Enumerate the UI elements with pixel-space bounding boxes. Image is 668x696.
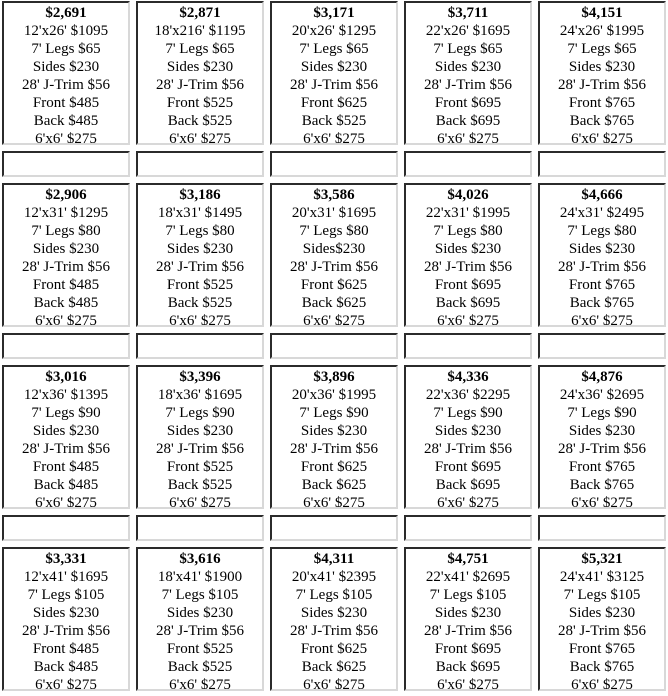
price-line-item: 20'x31' $1695	[291, 205, 377, 221]
price-line-item: 28' J-Trim $56	[423, 259, 512, 275]
total-price: $4,336	[447, 369, 489, 385]
price-cell	[2, 1, 130, 145]
price-line-item: 28' J-Trim $56	[21, 259, 110, 275]
empty-spacer-cell	[270, 333, 398, 359]
price-cell	[538, 547, 666, 691]
price-line-item: Back $485	[33, 295, 99, 311]
price-line-item: 12'x31' $1295	[23, 205, 109, 221]
price-cell	[270, 365, 398, 509]
empty-spacer-cell	[2, 515, 130, 541]
price-line-item: Sides $230	[166, 423, 234, 439]
empty-spacer-cell	[2, 333, 130, 359]
price-line-item: 6'x6' $275	[303, 495, 365, 509]
price-line-item: 28' J-Trim $56	[155, 77, 244, 93]
price-line-item: Front $485	[32, 95, 100, 111]
price-line-item: 28' J-Trim $56	[557, 441, 646, 457]
price-line-item: 24'x31' $2495	[559, 205, 645, 221]
empty-spacer-cell	[136, 333, 264, 359]
price-line-item: 7' Legs $65	[31, 41, 101, 57]
empty-spacer-cell	[136, 151, 264, 177]
price-line-item: 7' Legs $105	[295, 587, 373, 603]
price-line-item: 7' Legs $80	[165, 223, 235, 239]
price-cell	[538, 365, 666, 509]
price-line-item: 18'x31' $1495	[157, 205, 243, 221]
empty-spacer-cell	[136, 515, 264, 541]
price-line-item: 22'x41' $2695	[425, 569, 511, 585]
price-line-item: Sides $230	[568, 241, 636, 257]
price-line-item: 7' Legs $65	[433, 41, 503, 57]
price-line-item: Front $625	[300, 95, 368, 111]
price-line-item: Back $695	[435, 477, 501, 493]
price-line-item: Sides $230	[568, 423, 636, 439]
price-line-item: 6'x6' $275	[437, 131, 499, 145]
price-line-item: Back $485	[33, 113, 99, 129]
price-line-item: 6'x6' $275	[571, 313, 633, 327]
price-line-item: 7' Legs $105	[563, 587, 641, 603]
total-price: $3,616	[179, 551, 221, 567]
empty-spacer-cell	[404, 333, 532, 359]
price-line-item: Sides $230	[32, 59, 100, 75]
total-price: $3,711	[447, 5, 489, 21]
price-line-item: 6'x6' $275	[571, 131, 633, 145]
price-line-item: 20'x26' $1295	[291, 23, 377, 39]
total-price: $3,331	[45, 551, 87, 567]
price-line-item: 7' Legs $90	[433, 405, 503, 421]
price-line-item: 28' J-Trim $56	[289, 77, 378, 93]
price-line-item: Front $485	[32, 459, 100, 475]
price-line-item: 6'x6' $275	[303, 131, 365, 145]
price-line-item: Front $765	[568, 459, 636, 475]
price-line-item: Sides $230	[300, 59, 368, 75]
price-line-item: 6'x6' $275	[571, 495, 633, 509]
price-line-item: 7' Legs $90	[165, 405, 235, 421]
total-price: $4,666	[581, 187, 623, 203]
price-line-item: 7' Legs $105	[161, 587, 239, 603]
empty-spacer-cell	[538, 333, 666, 359]
empty-spacer-cell	[538, 515, 666, 541]
price-line-item: 22'x31' $1995	[425, 205, 511, 221]
price-line-item: 6'x6' $275	[35, 131, 97, 145]
price-line-item: Sides $230	[568, 59, 636, 75]
empty-spacer-cell	[538, 151, 666, 177]
price-cell	[136, 183, 264, 327]
price-cell	[270, 183, 398, 327]
price-line-item: Sides $230	[300, 423, 368, 439]
price-line-item: 28' J-Trim $56	[423, 623, 512, 639]
price-line-item: 28' J-Trim $56	[289, 623, 378, 639]
total-price: $2,906	[45, 187, 87, 203]
price-line-item: 6'x6' $275	[169, 131, 231, 145]
price-line-item: Front $765	[568, 95, 636, 111]
price-line-item: 7' Legs $80	[299, 223, 369, 239]
price-line-item: 7' Legs $90	[567, 405, 637, 421]
price-line-item: 24'x41' $3125	[559, 569, 645, 585]
price-cell	[404, 1, 532, 145]
price-line-item: 6'x6' $275	[437, 677, 499, 691]
price-cell	[136, 1, 264, 145]
total-price: $2,691	[45, 5, 87, 21]
price-line-item: 7' Legs $105	[27, 587, 105, 603]
price-cell	[404, 183, 532, 327]
price-line-item: 6'x6' $275	[571, 677, 633, 691]
price-line-item: Back $765	[569, 477, 635, 493]
price-line-item: Back $695	[435, 295, 501, 311]
price-line-item: 7' Legs $65	[299, 41, 369, 57]
price-line-item: Back $525	[167, 477, 233, 493]
price-line-item: 28' J-Trim $56	[423, 441, 512, 457]
price-line-item: 28' J-Trim $56	[557, 259, 646, 275]
total-price: $5,321	[581, 551, 623, 567]
price-line-item: Back $525	[167, 659, 233, 675]
price-line-item: 20'x41' $2395	[291, 569, 377, 585]
price-cell	[270, 1, 398, 145]
price-cell	[538, 1, 666, 145]
price-line-item: Front $525	[166, 277, 234, 293]
total-price: $4,151	[581, 5, 623, 21]
price-line-item: Sides $230	[166, 605, 234, 621]
price-line-item: Back $765	[569, 113, 635, 129]
price-line-item: Front $765	[568, 641, 636, 657]
price-line-item: Front $485	[32, 277, 100, 293]
total-price: $4,311	[313, 551, 355, 567]
price-line-item: 12'x26' $1095	[23, 23, 109, 39]
price-line-item: 28' J-Trim $56	[557, 623, 646, 639]
total-price: $3,016	[45, 369, 87, 385]
price-line-item: 28' J-Trim $56	[289, 441, 378, 457]
price-line-item: 6'x6' $275	[169, 495, 231, 509]
price-cell	[2, 183, 130, 327]
total-price: $3,896	[313, 369, 355, 385]
price-line-item: 7' Legs $65	[165, 41, 235, 57]
price-line-item: Sides $230	[568, 605, 636, 621]
price-line-item: Front $525	[166, 95, 234, 111]
price-line-item: Sides $230	[434, 241, 502, 257]
price-line-item: Sides $230	[300, 605, 368, 621]
price-line-item: Front $485	[32, 641, 100, 657]
price-line-item: Front $625	[300, 459, 368, 475]
price-line-item: 20'x36' $1995	[291, 387, 377, 403]
price-line-item: Back $625	[301, 477, 367, 493]
price-cell	[404, 547, 532, 691]
total-price: $3,586	[313, 187, 355, 203]
price-line-item: Sides $230	[434, 59, 502, 75]
price-line-item: Sides$230	[302, 241, 366, 257]
price-cell	[2, 365, 130, 509]
price-line-item: Back $525	[167, 113, 233, 129]
total-price: $3,396	[179, 369, 221, 385]
price-line-item: 28' J-Trim $56	[557, 77, 646, 93]
price-cell	[404, 365, 532, 509]
price-line-item: Front $525	[166, 641, 234, 657]
price-line-item: 7' Legs $105	[429, 587, 507, 603]
price-line-item: 6'x6' $275	[169, 677, 231, 691]
price-line-item: Front $695	[434, 277, 502, 293]
price-line-item: 6'x6' $275	[35, 313, 97, 327]
price-line-item: 22'x36' $2295	[425, 387, 511, 403]
price-line-item: 6'x6' $275	[437, 495, 499, 509]
price-cell	[270, 547, 398, 691]
price-line-item: 28' J-Trim $56	[21, 623, 110, 639]
price-line-item: 6'x6' $275	[437, 313, 499, 327]
price-line-item: 22'x26' $1695	[425, 23, 511, 39]
price-line-item: 28' J-Trim $56	[21, 77, 110, 93]
price-line-item: 7' Legs $80	[31, 223, 101, 239]
price-line-item: Front $695	[434, 95, 502, 111]
price-line-item: Sides $230	[32, 605, 100, 621]
price-line-item: Back $625	[301, 659, 367, 675]
price-line-item: 6'x6' $275	[35, 677, 97, 691]
price-line-item: 28' J-Trim $56	[155, 259, 244, 275]
price-line-item: 28' J-Trim $56	[289, 259, 378, 275]
price-line-item: Front $765	[568, 277, 636, 293]
price-line-item: 6'x6' $275	[169, 313, 231, 327]
price-line-item: Sides $230	[166, 59, 234, 75]
price-line-item: 7' Legs $65	[567, 41, 637, 57]
price-line-item: Back $765	[569, 295, 635, 311]
price-line-item: 7' Legs $90	[31, 405, 101, 421]
price-line-item: Back $525	[167, 295, 233, 311]
price-line-item: 28' J-Trim $56	[21, 441, 110, 457]
price-line-item: 24'x36' $2695	[559, 387, 645, 403]
price-line-item: 6'x6' $275	[35, 495, 97, 509]
price-line-item: 12'x36' $1395	[23, 387, 109, 403]
total-price: $3,171	[313, 5, 355, 21]
price-line-item: 7' Legs $90	[299, 405, 369, 421]
empty-spacer-cell	[404, 151, 532, 177]
empty-spacer-cell	[2, 151, 130, 177]
price-line-item: 28' J-Trim $56	[423, 77, 512, 93]
price-line-item: Back $765	[569, 659, 635, 675]
price-line-item: 6'x6' $275	[303, 313, 365, 327]
price-line-item: 18'x216' $1195	[154, 23, 246, 39]
total-price: $3,186	[179, 187, 221, 203]
price-line-item: 28' J-Trim $56	[155, 623, 244, 639]
price-cell	[136, 547, 264, 691]
price-line-item: Sides $230	[32, 241, 100, 257]
price-line-item: Front $625	[300, 277, 368, 293]
price-line-item: 6'x6' $275	[303, 677, 365, 691]
price-cell	[538, 183, 666, 327]
price-line-item: 18'x41' $1900	[157, 569, 243, 585]
price-line-item: Back $525	[301, 113, 367, 129]
price-line-item: Sides $230	[32, 423, 100, 439]
empty-spacer-cell	[270, 151, 398, 177]
total-price: $2,871	[179, 5, 221, 21]
price-line-item: Back $695	[435, 659, 501, 675]
total-price: $4,876	[581, 369, 623, 385]
price-line-item: 7' Legs $80	[567, 223, 637, 239]
price-line-item: 24'x26' $1995	[559, 23, 645, 39]
empty-spacer-cell	[404, 515, 532, 541]
price-line-item: 12'x41' $1695	[23, 569, 109, 585]
price-line-item: Sides $230	[434, 423, 502, 439]
price-line-item: Front $695	[434, 459, 502, 475]
price-line-item: Front $695	[434, 641, 502, 657]
price-line-item: 18'x36' $1695	[157, 387, 243, 403]
total-price: $4,751	[447, 551, 489, 567]
price-line-item: Front $525	[166, 459, 234, 475]
price-line-item: Sides $230	[166, 241, 234, 257]
price-line-item: Back $485	[33, 477, 99, 493]
price-line-item: Back $485	[33, 659, 99, 675]
price-cell	[2, 547, 130, 691]
price-line-item: 28' J-Trim $56	[155, 441, 244, 457]
total-price: $4,026	[447, 187, 489, 203]
price-line-item: 7' Legs $80	[433, 223, 503, 239]
price-line-item: Sides $230	[434, 605, 502, 621]
price-line-item: Back $625	[301, 295, 367, 311]
price-line-item: Back $695	[435, 113, 501, 129]
price-cell	[136, 365, 264, 509]
empty-spacer-cell	[270, 515, 398, 541]
price-line-item: Front $625	[300, 641, 368, 657]
